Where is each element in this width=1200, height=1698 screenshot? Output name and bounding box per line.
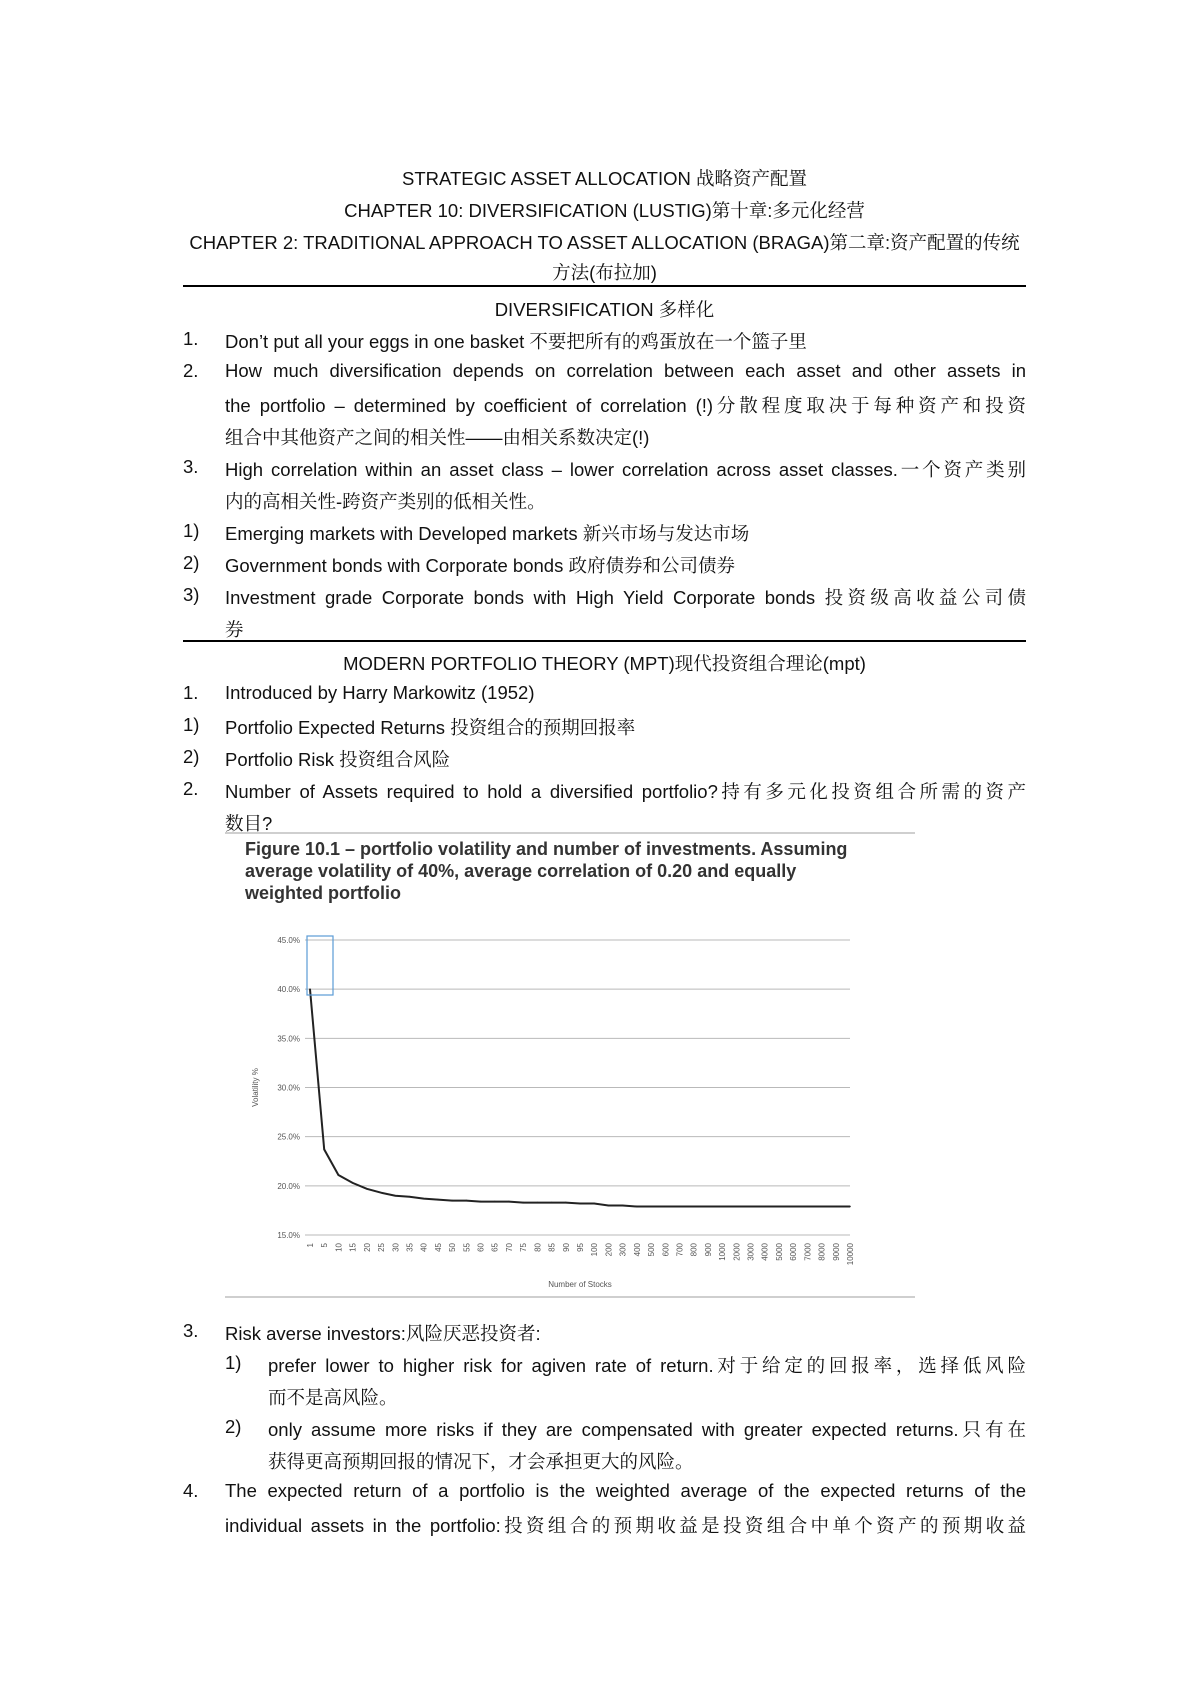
diversification-heading: DIVERSIFICATION 多样化 — [494, 299, 715, 320]
x-tick-label: 10000 — [846, 1243, 855, 1266]
sublist-item-text: 获得更高预期回报的情况下，才会承担更大的风险。 — [268, 1451, 694, 1472]
data-point — [466, 1200, 468, 1202]
sublist-item-text: 而不是高风险。 — [268, 1387, 398, 1408]
data-point — [338, 1174, 340, 1176]
y-tick-label: 45.0% — [277, 936, 300, 945]
list-item-text: High correlation within an asset class – lower correlation across asset classes.一个资产类别 — [225, 459, 1026, 480]
x-tick-label: 300 — [618, 1243, 628, 1257]
data-point — [437, 1199, 439, 1201]
sublist-number: 2) — [225, 1416, 242, 1437]
list-item-text: 数目? — [225, 813, 273, 834]
list-number: 2. — [183, 778, 199, 799]
x-tick-label: 35 — [405, 1243, 415, 1252]
list-item-text: The expected return of a portfolio is the weighted average of the expected returns of the — [225, 1480, 1026, 1501]
data-point — [323, 1149, 325, 1151]
y-tick-label: 15.0% — [277, 1231, 300, 1240]
data-point — [778, 1206, 780, 1208]
x-tick-label: 85 — [547, 1243, 557, 1252]
data-point — [750, 1206, 752, 1208]
data-point — [394, 1195, 396, 1197]
data-point — [764, 1206, 766, 1208]
x-tick-label: 20 — [362, 1243, 372, 1252]
data-point — [451, 1200, 453, 1202]
list-item-text: the portfolio – determined by coefficient of correlation (!)分散程度取决于每种资产和投资 — [225, 395, 1026, 416]
list-number: 1. — [183, 328, 199, 349]
x-tick-label: 8000 — [817, 1243, 827, 1261]
data-point — [608, 1205, 610, 1207]
sublist-item-text: Government bonds with Corporate bonds 政府债券和公司债券 — [225, 555, 735, 576]
data-point — [721, 1206, 723, 1208]
x-tick-label: 40 — [419, 1243, 429, 1252]
x-tick-label: 500 — [647, 1243, 657, 1257]
data-point — [380, 1192, 382, 1194]
x-tick-label: 3000 — [746, 1243, 756, 1261]
data-point — [622, 1205, 624, 1207]
x-tick-label: 900 — [703, 1243, 713, 1257]
x-tick-label: 7000 — [803, 1243, 813, 1261]
data-point — [508, 1201, 510, 1203]
data-point — [423, 1198, 425, 1200]
x-tick-label: 400 — [632, 1243, 642, 1257]
x-tick-label: 90 — [561, 1243, 571, 1252]
list-item-text: individual assets in the portfolio:投资组合的预期收益是投资组合中单个资产的预期收益 — [225, 1515, 1026, 1536]
y-tick-label: 40.0% — [277, 985, 300, 995]
list-item-text: Introduced by Harry Markowitz (1952) — [225, 682, 535, 703]
data-point — [679, 1206, 681, 1208]
sublist-number: 1) — [225, 1352, 242, 1373]
sublist-number: 3) — [183, 584, 200, 605]
sublist-item-text: Emerging markets with Developed markets 新兴市场与发达市场 — [225, 523, 750, 544]
chapter-2-title-cont: 方法(布拉加) — [552, 262, 657, 283]
x-tick-label: 800 — [689, 1243, 699, 1257]
x-tick-label: 600 — [661, 1243, 671, 1257]
x-tick-label: 10 — [334, 1243, 344, 1252]
chapter-10-title: CHAPTER 10: DIVERSIFICATION (LUSTIG)第十章:多元化经营 — [344, 200, 865, 221]
data-point — [807, 1206, 809, 1208]
x-tick-label: 50 — [448, 1243, 458, 1252]
data-point — [579, 1203, 581, 1205]
y-tick-label: 25.0% — [277, 1132, 300, 1142]
x-tick-label: 75 — [519, 1243, 529, 1252]
x-tick-label: 80 — [533, 1243, 543, 1252]
x-tick-label: 700 — [675, 1243, 685, 1257]
x-tick-label: 200 — [604, 1243, 614, 1257]
doc-title: STRATEGIC ASSET ALLOCATION 战略资产配置 — [401, 168, 808, 189]
mpt-heading: MODERN PORTFOLIO THEORY (MPT)现代投资组合理论(mpt) — [343, 653, 866, 674]
data-point — [636, 1206, 638, 1208]
data-point — [480, 1201, 482, 1203]
section-divider — [183, 285, 1026, 287]
data-point — [736, 1206, 738, 1208]
data-point — [707, 1206, 709, 1208]
data-point — [352, 1182, 354, 1184]
data-point — [309, 988, 311, 990]
data-point — [537, 1202, 539, 1204]
x-tick-label: 2000 — [732, 1243, 742, 1261]
data-point — [693, 1206, 695, 1208]
data-point — [565, 1202, 567, 1204]
x-tick-label: 100 — [590, 1243, 600, 1257]
x-tick-label: 5000 — [774, 1243, 784, 1261]
x-tick-label: 55 — [462, 1243, 472, 1252]
volatility-series-line — [310, 989, 850, 1206]
section-divider — [183, 640, 1026, 642]
sublist-item-text: prefer lower to higher risk for agiven rate of return.对于给定的回报率，选择低风险 — [268, 1355, 1026, 1376]
figure-10-1 — [225, 830, 920, 1300]
list-number: 4. — [183, 1480, 199, 1501]
volatility-chart — [225, 830, 920, 1300]
data-point — [409, 1196, 411, 1198]
x-tick-label: 25 — [377, 1243, 387, 1252]
data-point — [664, 1206, 666, 1208]
list-item-text: 内的高相关性-跨资产类别的低相关性。 — [225, 491, 546, 512]
y-axis-label: Volatility % — [251, 1068, 260, 1107]
y-tick-label: 20.0% — [277, 1181, 300, 1191]
x-tick-label: 15 — [348, 1243, 358, 1252]
data-point — [366, 1188, 368, 1190]
data-point — [821, 1206, 823, 1208]
list-number: 3. — [183, 1320, 199, 1341]
x-tick-label: 30 — [391, 1243, 401, 1252]
data-point — [792, 1206, 794, 1208]
list-number: 1. — [183, 682, 199, 703]
data-point — [650, 1206, 652, 1208]
sublist-number: 1) — [183, 714, 200, 735]
x-tick-label: 1000 — [718, 1243, 728, 1261]
list-item-text: How much diversification depends on correlation between each asset and other assets in — [225, 360, 1026, 381]
list-number: 3. — [183, 456, 199, 477]
sublist-number: 2) — [183, 552, 200, 573]
x-tick-label: 6000 — [789, 1243, 799, 1261]
list-item-text: Risk averse investors:风险厌恶投资者: — [225, 1323, 541, 1344]
highlight-box — [307, 936, 333, 995]
sublist-number: 2) — [183, 746, 200, 767]
data-point — [593, 1203, 595, 1205]
y-tick-label: 30.0% — [277, 1083, 300, 1093]
x-tick-label: 5 — [320, 1243, 330, 1248]
chapter-2-title: CHAPTER 2: TRADITIONAL APPROACH TO ASSET ALLOCATION (BRAGA)第二章:资产配置的传统 — [189, 232, 1020, 253]
data-point — [849, 1206, 851, 1208]
list-item-text: Number of Assets required to hold a diversified portfolio?持有多元化投资组合所需的资产 — [225, 781, 1026, 802]
sublist-item-text: only assume more risks if they are compensated with greater expected returns.只有在 — [268, 1419, 1026, 1440]
x-tick-label: 45 — [433, 1243, 443, 1252]
sublist-item-text: Portfolio Risk 投资组合风险 — [225, 749, 451, 770]
x-tick-label: 60 — [476, 1243, 486, 1252]
data-point — [494, 1201, 496, 1203]
data-point — [835, 1206, 837, 1208]
figure-title: Figure 10.1 – portfolio volatility and number of investments. Assuming average volatility of 40%, average correlation of 0.20 and equally weighted portfolio — [245, 839, 848, 903]
x-tick-label: 9000 — [831, 1243, 841, 1261]
sublist-item-text: Investment grade Corporate bonds with High Yield Corporate bonds 投资级高收益公司债 — [225, 587, 1026, 608]
x-tick-label: 1 — [306, 1243, 315, 1248]
x-tick-label: 65 — [490, 1243, 500, 1252]
sublist-item-text: Portfolio Expected Returns 投资组合的预期回报率 — [225, 717, 636, 738]
sublist-number: 1) — [183, 520, 200, 541]
y-tick-label: 35.0% — [277, 1034, 300, 1044]
list-item-text: 组合中其他资产之间的相关性——由相关系数决定(!) — [225, 427, 650, 448]
x-tick-label: 70 — [504, 1243, 514, 1252]
data-point — [522, 1202, 524, 1204]
list-item-text: Don’t put all your eggs in one basket 不要把所有的鸡蛋放在一个篮子里 — [225, 331, 807, 352]
x-tick-label: 95 — [576, 1243, 585, 1252]
sublist-item-text: 券 — [225, 619, 244, 640]
data-point — [551, 1202, 553, 1204]
x-tick-label: 4000 — [760, 1243, 770, 1261]
x-axis-label: Number of Stocks — [548, 1280, 612, 1289]
list-number: 2. — [183, 360, 199, 381]
